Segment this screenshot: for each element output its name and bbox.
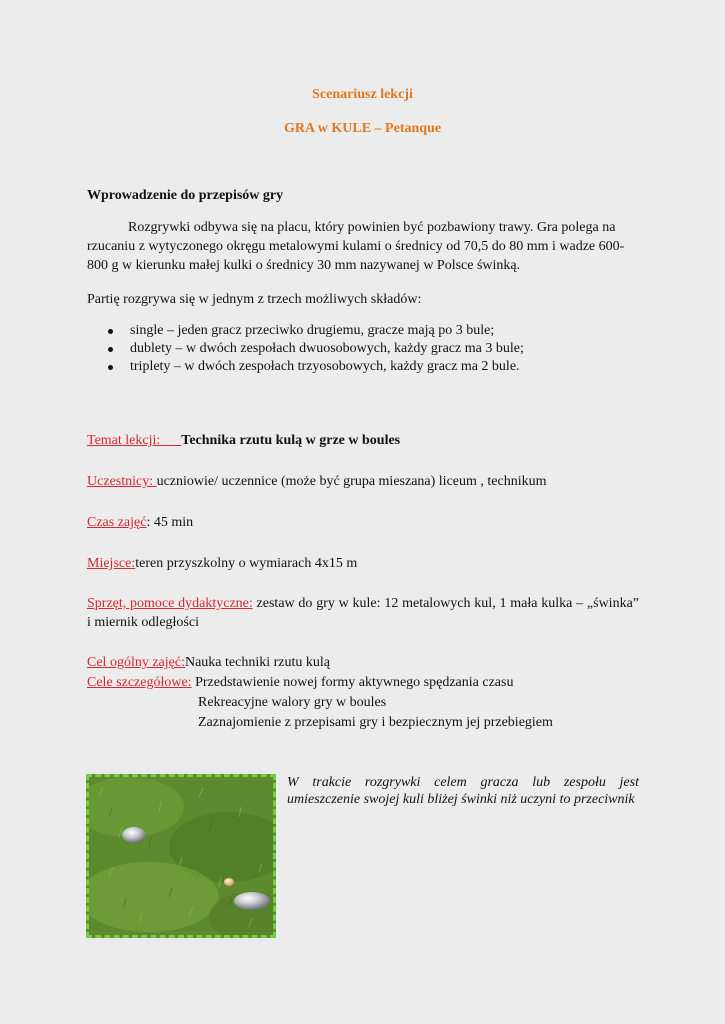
bullet-icon	[108, 365, 113, 370]
list-item-text: single – jeden gracz przeciwko drugiemu, gracze mają po 3 bule;	[130, 323, 495, 338]
general-goal-value: Nauka techniki rzutu kulą	[184, 655, 330, 670]
equipment-value: zestaw do gry w kule: 12 metalowych kul, 1 mała kulka – „świnka” i miernik odległości	[87, 596, 639, 630]
list-item	[87, 358, 639, 376]
lesson-participants	[87, 472, 647, 491]
lesson-time	[87, 513, 647, 532]
time-value: : 45 min	[146, 515, 194, 530]
intro-heading: Wprowadzenie do przepisów gry	[87, 188, 284, 203]
lesson-equipment	[87, 594, 639, 632]
topic-label: Temat lekcji:	[87, 433, 161, 448]
specific-goal-1: Przedstawienie nowej formy aktywnego spędzania czasu	[191, 675, 514, 690]
general-goal-label: Cel ogólny zajęć:	[87, 655, 185, 670]
participants-label: Uczestnicy:	[87, 474, 157, 489]
intro-paragraph: Rozgrywki odbywa się na placu, który powinien być pozbawiony trawy. Gra polega na rzucaniu z wytyczonego okręgu metalowymi kulami o średnicy od 70,5 do 80 mm i wadze 600-800 g w kierunku małej kulki o średnicy 30 mm nazywanej w Polsce świnką.	[87, 220, 625, 273]
list-item	[87, 322, 639, 340]
lesson-general-goal	[87, 653, 647, 672]
place-label: Miejsce:	[87, 556, 136, 571]
place-value: teren przyszkolny o wymiarach 4x15 m	[135, 556, 358, 571]
lesson-place	[87, 554, 647, 573]
topic-underline-gap	[160, 433, 181, 448]
topic-value: Technika rzutu kulą w grze w boules	[181, 433, 401, 448]
specific-goals-label: Cele szczegółowe:	[87, 675, 192, 690]
specific-goal-2: Rekreacyjne walory gry w boules	[198, 695, 387, 710]
grass-with-balls-image	[89, 777, 273, 935]
time-label: Czas zajęć	[87, 515, 147, 530]
lesson-topic	[87, 431, 647, 450]
document-subtitle: GRA w KULE – Petanque	[283, 121, 442, 136]
equipment-label: Sprzęt, pomoce dydaktyczne:	[87, 596, 253, 611]
bullet-icon	[108, 347, 113, 352]
list-item-text: triplety – w dwóch zespołach trzyosobowych, każdy gracz ma 2 bule.	[130, 359, 520, 374]
list-item	[87, 340, 639, 358]
photo-caption: W trakcie rozgrywki celem gracza lub zespołu jest umieszczenie swojej kuli bliżej świnki niż uczyni to przeciwnik	[287, 775, 639, 807]
formats-intro: Partię rozgrywa się w jednym z trzech możliwych składów:	[87, 292, 422, 307]
lesson-specific-goals	[87, 673, 647, 692]
participants-value: uczniowie/ uczennice (może być grupa mieszana) liceum , technikum	[156, 474, 547, 489]
list-item-text: dublety – w dwóch zespołach dwuosobowych, każdy gracz ma 3 bule;	[130, 341, 524, 356]
bullet-icon	[108, 329, 113, 334]
specific-goal-3: Zaznajomienie z przepisami gry i bezpiecznym jej przebiegiem	[198, 715, 553, 730]
document-title: Scenariusz lekcji	[312, 87, 413, 102]
petanque-photo	[86, 774, 276, 938]
formats-list	[87, 322, 639, 376]
